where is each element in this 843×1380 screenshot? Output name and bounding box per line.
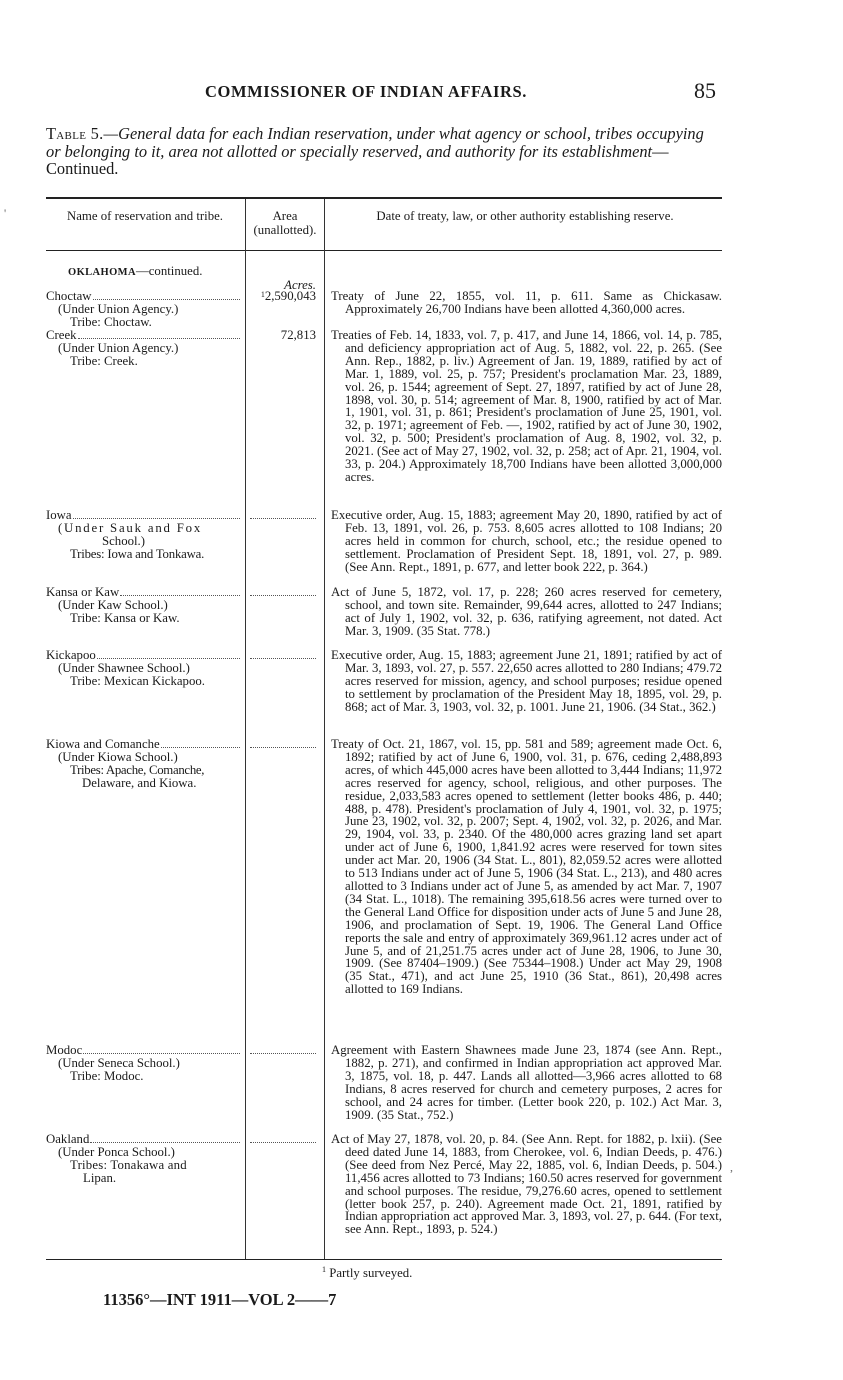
tribe: Tribe: Choctaw. xyxy=(70,314,152,329)
area-empty xyxy=(250,1044,316,1054)
reservation-name: Creek xyxy=(46,329,77,342)
printer-imprint: 11356°—INT 1911—VOL 2——7 xyxy=(103,1290,337,1309)
reservation-cell xyxy=(46,329,242,368)
tribe: Tribes: Tonakawa and xyxy=(70,1157,187,1172)
column-header-area: Area (unallotted). xyxy=(253,209,317,237)
column-divider-right xyxy=(324,199,325,1259)
tribe: Tribe: Mexican Kickapoo. xyxy=(70,673,205,688)
tribe: Tribe: Kansa or Kaw. xyxy=(70,610,180,625)
caption-continued: —Continued. xyxy=(46,141,669,178)
caption-label: Table 5. xyxy=(46,124,104,143)
section-state: OKLAHOMA xyxy=(68,267,136,278)
authority-text: Act of May 27, 1878, vol. 20, p. 84. (See Ann. Rept. for 1882, p. lxii). (See deed dated June 14, 1883, from Cherokee, vol. 6, Indian Deeds, p. 476.) (See deed from Nez Percé, May 22, 1885, vol. 6, Indian Deeds, p. 504.) 11,456 acres allotted to 73 Indians; 160.50 acres reserved for government and school purposes. The residue, 79,276.60 acres, opened to settlement (letter book 257, p. 240). Agreement made Oct. 21, 1891, ratified by Indian appropriation act approved Mar. 3, 1893, vol. 27, p. 644. (For text, see Ann. Rept., 1893, p. 524.) xyxy=(331,1132,722,1237)
agency: (Under Ponca School.) xyxy=(58,1144,175,1159)
reservation-cell xyxy=(46,509,242,561)
footnote-mark: 1 xyxy=(322,1265,326,1274)
authority-text: Executive order, Aug. 15, 1883; agreement June 21, 1891; ratified by act of Mar. 3, 1893, vol. 27, p. 557. 22,650 acres allotted to 280 Indians; 479.72 acres reserved for mission, agency, and school purposes; residue opened to settlement by proclamation of the President May 18, 1895, vol. 29, p. 868; act of Mar. 3, 1903, vol. 32, p. 1001. June 21, 1906. (34 Stat., 362.) xyxy=(331,648,722,714)
reservation-name: Iowa xyxy=(46,509,72,522)
reservation-name: Modoc xyxy=(46,1044,83,1057)
authority-text: Treaty of Oct. 21, 1867, vol. 15, pp. 581 and 589; agreement made Oct. 6, 1892; ratified by act of June 6, 1900, vol. 31, p. 676, ceding 2,488,893 acres, of which 445,000 acres have been allotted to 3,444 Indians; 11,972 acres reserved for agency, school, religious, and other purposes. The residue, 2,033,583 acres opened to settlement (letter books 486, p. 440; 488, p. 478). President's proclamation of July 4, 1901, vol. 32, p. 1975; June 23, 1902, vol. 32, p. 2007; Sept. 4, 1902, vol. 32, p. 2026, and Mar. 29, 1904, vol. 33, p. 2340. Of the 480,000 acres grazing land set apart under act of June 6, 1900, 1,841.92 acres were reserved for town sites under act Mar. 20, 1906 (34 Stat. L., 801), 82,059.52 acres were allotted to 513 Indians under act of June 5, 1906 (34 Stat. L., 213), and 480 acres allotted to 3 Indians under act of June 5, as amended by act Mar. 7, 1907 (34 Stat. L., 1018). The remaining 395,618.56 acres were turned over to the General Land Office for disposition under acts of June 5 and June 28, 1906, and proclamation of Sept. 19, 1906. The General Land Office reports the sale and entry of approximately 369,961.12 acres under act of June 5, and of 21,251.75 acres under act of June 28, 1906, to June 30, 1909. (See 87404–1909.) (See 75344–1908.) Under act May 29, 1908 (35 Stat., 471), and act June 25, 1910 (36 Stat., 861), 20,498 acres allotted to 169 Indians. xyxy=(331,737,722,997)
reservation-name: Choctaw xyxy=(46,290,92,303)
caption-text: —General data for each Indian reservation, under what agency or school, tribes occupying or belonging to it, area not allotted or specially reserved, and authority for its establishment xyxy=(46,124,704,161)
agency: (Under Shawnee School.) xyxy=(58,660,190,675)
agency-continued: School.) xyxy=(102,533,146,548)
section-continued: —continued. xyxy=(135,264,203,278)
authority-text: Act of June 5, 1872, vol. 17, p. 228; 260 acres reserved for cemetery, school, and town site. Remainder, 99,644 acres, allotted to 247 Indians; act of July 1, 1902, vol. 32, p. 636, ratifying agreement, not dated. Act Mar. 3, 1909. (35 Stat. 778.) xyxy=(331,585,722,638)
area-empty xyxy=(250,586,316,596)
agency: (Under Kiowa School.) xyxy=(58,749,178,764)
reservation-cell xyxy=(46,290,242,329)
area-empty xyxy=(250,509,316,519)
table-header-rule xyxy=(46,250,722,251)
column-header-authority: Date of treaty, law, or other authority establishing reserve. xyxy=(376,209,674,223)
column-divider-left xyxy=(245,199,246,1259)
page-number: 85 xyxy=(694,78,716,103)
reservation-name: Oakland xyxy=(46,1133,90,1146)
area-empty xyxy=(250,1133,316,1143)
tribe: Tribes: Apache, Comanche, xyxy=(70,762,205,777)
reservation-name: Kickapoo xyxy=(46,649,96,662)
agency: (Under Sauk and Fox xyxy=(58,520,203,535)
running-title: COMMISSIONER OF INDIAN AFFAIRS. xyxy=(205,82,528,101)
reservation-name: Kansa or Kaw xyxy=(46,586,120,599)
authority-text: Treaty of June 22, 1855, vol. 11, p. 611. Same as Chickasaw. Approximately 26,700 Indians have been allotted 4,360,000 acres. xyxy=(331,289,722,316)
agency: (Under Seneca School.) xyxy=(58,1055,180,1070)
reservation-cell xyxy=(46,1133,242,1185)
area-value: 72,813 xyxy=(280,328,316,342)
reservation-cell xyxy=(46,738,242,790)
authority-text: Treaties of Feb. 14, 1833, vol. 7, p. 417, and June 14, 1866, vol. 14, p. 785, and deficiency appropriation act of Aug. 5, 1882, vol. 22, p. 265. (See Ann. Rep., 1882, p. liv.) Agreement of Jan. 19, 1889, ratified by act of Mar. 1, 1889, vol. 25, p. 757; President's proclamation Mar. 23, 1889, vol. 26, p. 1544; agreement of Sept. 27, 1897, ratified by act of June 28, 1898, vol. 30, p. 514; agreement of Mar. 8, 1900, ratified by act of Mar. 1, 1901, vol. 31, p. 861; President's proclamation of June 25, 1901, vol. 32, p. 1971; agreement of Feb. —, 1902, ratified by act of June 30, 1902, vol. 32, p. 500; President's proclamation of Aug. 8, 1902, vol. 32, p. 2021. (See act of May 27, 1902, vol. 32, p. 258; act of Apr. 21, 1904, vol. 33, p. 204.) Approximately 18,700 Indians have been allotted 3,000,000 acres. xyxy=(331,328,722,484)
table-caption xyxy=(46,125,722,178)
footnote-text: Partly surveyed. xyxy=(329,1266,413,1280)
scan-slash-mark: , xyxy=(730,1160,733,1174)
tribe: Tribe: Creek. xyxy=(70,353,138,368)
footnote xyxy=(322,1266,412,1281)
running-head xyxy=(0,80,843,106)
authority-text: Executive order, Aug. 15, 1883; agreement May 20, 1890, ratified by act of Feb. 13, 1891, vol. 26, p. 753. 8,605 acres allotted to 108 Indians; 20 acres held in common for church, school, etc.; the residue opened to settlement. Proclamation of President Sept. 18, 1891, vol. 27, p. 989. (See Ann. Rept., 1891, p. 677, and letter book 222, p. 364.) xyxy=(331,508,722,574)
reservation-cell xyxy=(46,1044,242,1083)
agency: (Under Kaw School.) xyxy=(58,597,168,612)
table-bottom-rule xyxy=(46,1259,722,1260)
tribe-continued: Lipan. xyxy=(83,1170,117,1185)
agency: (Under Union Agency.) xyxy=(58,301,179,316)
area-value: $^1$2,590,043 xyxy=(260,289,316,303)
footnote-ref: 1 xyxy=(260,290,265,299)
reservation-name: Kiowa and Comanche xyxy=(46,738,160,751)
scan-tick-mark: ' xyxy=(4,206,7,220)
area-empty xyxy=(250,649,316,659)
area-empty xyxy=(250,738,316,748)
table-top-rule xyxy=(46,197,722,199)
reservation-cell xyxy=(46,586,242,625)
tribe: Tribe: Modoc. xyxy=(70,1068,144,1083)
authority-text: Agreement with Eastern Shawnees made June 23, 1874 (see Ann. Rept., 1882, p. 271), and confirmed in Indian appropriation act approved Mar. 3, 1875, vol. 18, p. 447. Lands all allotted—3,966 acres allotted to 68 Indians, 8 acres reserved for church and cemetery purposes, 2 acres for school, and 24 acres for timber. (Letter book 220, p. 102.) Act Mar. 3, 1909. (35 Stat., 752.) xyxy=(331,1043,722,1122)
reservation-cell xyxy=(46,649,242,688)
tribe: Tribes: Iowa and Tonkawa. xyxy=(70,546,205,561)
tribe-continued: Delaware, and Kiowa. xyxy=(82,775,197,790)
agency: (Under Union Agency.) xyxy=(58,340,179,355)
column-header-name: Name of reservation and tribe. xyxy=(67,209,223,223)
area-units: Acres. xyxy=(284,278,316,292)
section-heading xyxy=(68,264,202,279)
